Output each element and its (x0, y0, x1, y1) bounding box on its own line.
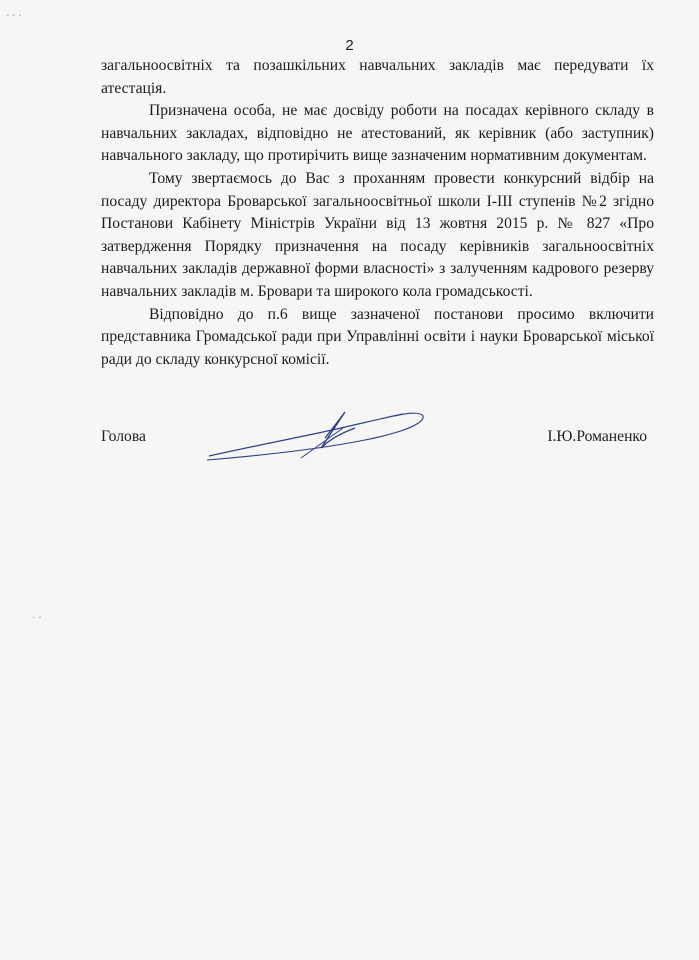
paragraph-commission: Відповідно до п.6 вище зазначеної постанови просимо включити представника Громадської ради при Управлінні освіти і науки Броварської міської ради до складу конкурсної комісії. (101, 305, 654, 368)
paragraph-continuation: загальноосвітніх та позашкільних навчальних закладів має передувати їх атестація. (101, 57, 654, 97)
scan-mark: · - (32, 612, 42, 623)
paragraph-appointee: Призначена особа, не має досвіду роботи на посадах керівного складу в навчальних закладах, відповідно не атестований, як керівник (або заступник) навчального закладу, що протирічить вище зазначеним нормативним документам. (101, 102, 654, 165)
page-number: 2 (345, 37, 354, 54)
scan-mark: - - - (6, 10, 22, 21)
handwritten-signature (205, 398, 435, 462)
signatory-name: І.Ю.Романенко (547, 428, 647, 445)
paragraph-request: Тому звертаємось до Вас з проханням провести конкурсний відбір на посаду директора Броварської загальноосвітньої школи І-ІІІ ступенів №2 згідно Постанови Кабінету Міністрів України від 13 жовтня 2015 р. № 827 «Про затвердження Порядку призначення на посаду керівників загальноосвітніх навчальних закладів державної форми власності» з залученням кадрового резерву навчальних закладів м. Бровари та широкого кола громадськості. (101, 169, 654, 300)
signatory-title: Голова (101, 428, 146, 445)
letter-body (101, 55, 654, 371)
